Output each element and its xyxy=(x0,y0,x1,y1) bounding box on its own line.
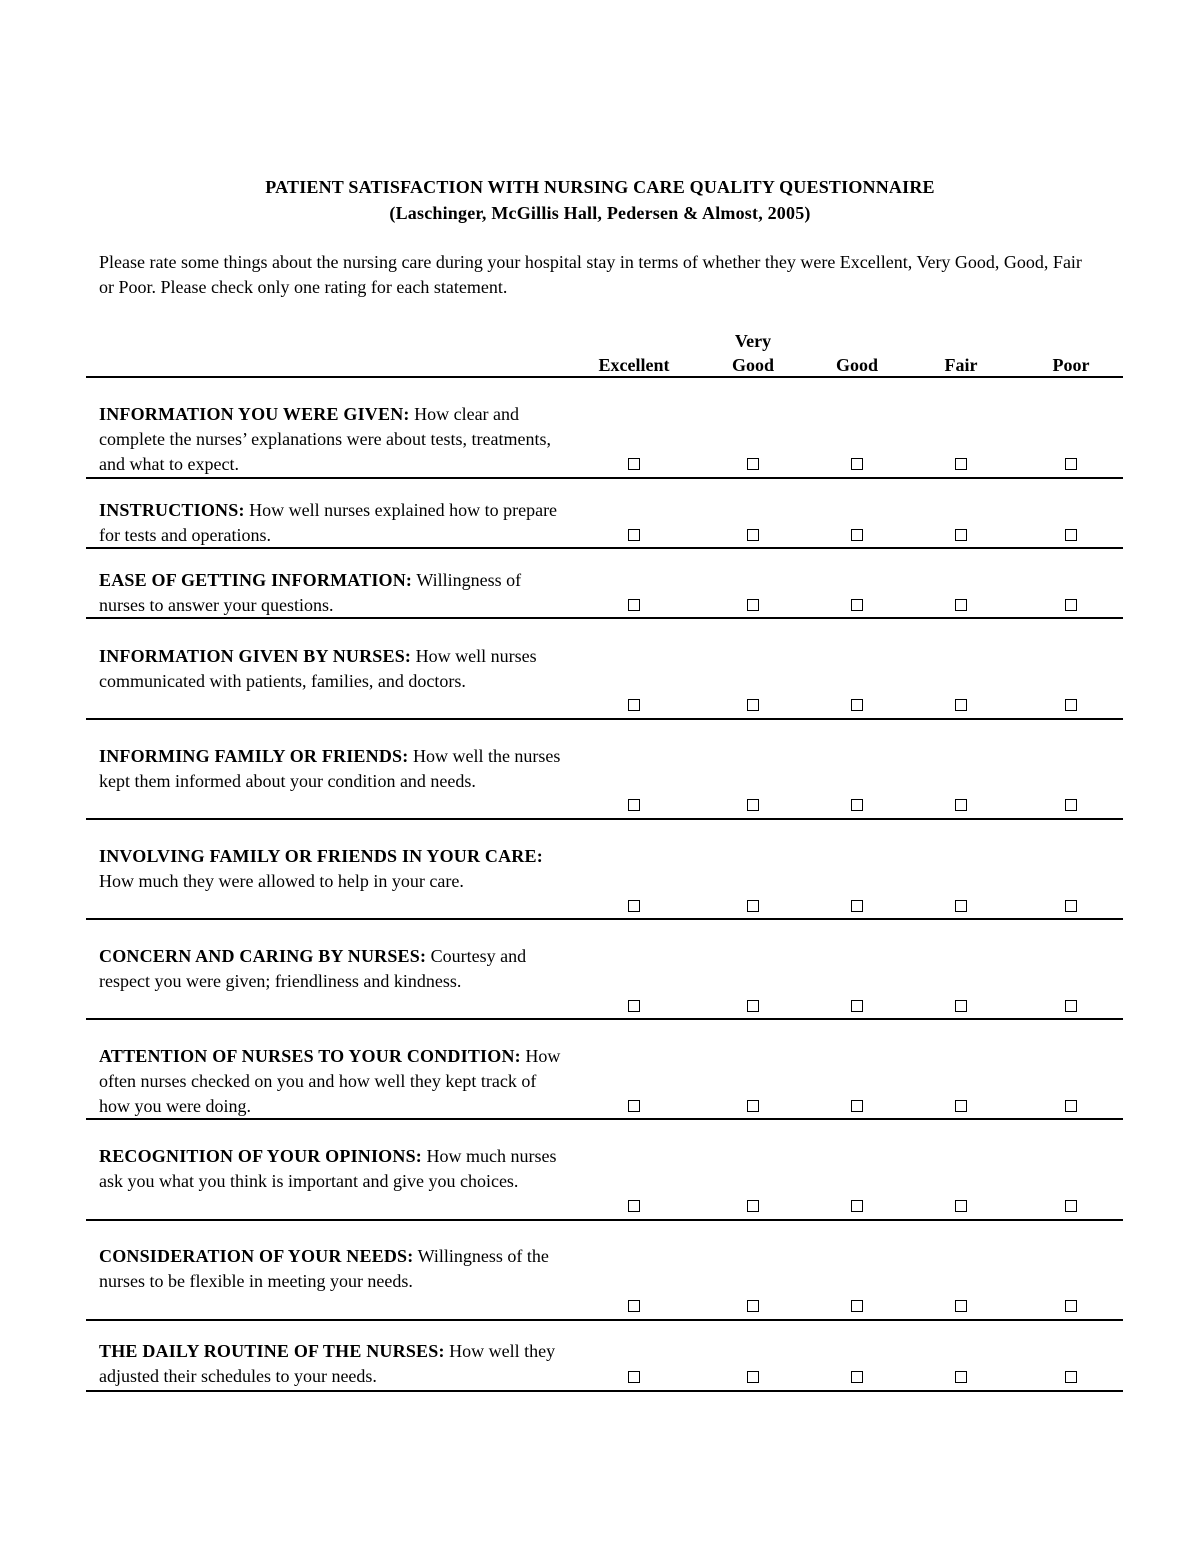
checkbox-good[interactable] xyxy=(851,900,863,912)
row-divider xyxy=(86,547,1123,549)
checkbox-excellent[interactable] xyxy=(628,1300,640,1312)
rating-header-line1: Very xyxy=(734,331,772,351)
statement-6 xyxy=(99,844,569,894)
statement-5 xyxy=(99,744,569,794)
statement-10 xyxy=(99,1244,569,1294)
row-divider xyxy=(86,1390,1123,1392)
row-divider xyxy=(86,918,1123,920)
rating-header-line2: Excellent xyxy=(598,355,670,375)
rating-header-line1 xyxy=(802,329,912,353)
statement-4 xyxy=(99,644,569,694)
checkbox-excellent[interactable] xyxy=(628,699,640,711)
checkbox-fair[interactable] xyxy=(955,529,967,541)
checkbox-very-good[interactable] xyxy=(747,699,759,711)
checkbox-fair[interactable] xyxy=(955,1000,967,1012)
statement-heading: INFORMATION YOU WERE GIVEN: xyxy=(99,404,410,424)
citation: (Laschinger, McGillis Hall, Pedersen & Almost, 2005) xyxy=(389,203,811,223)
rating-header-line1 xyxy=(906,329,1016,353)
statement-heading: INFORMATION GIVEN BY NURSES: xyxy=(99,646,412,666)
checkbox-poor[interactable] xyxy=(1065,1371,1077,1383)
checkbox-good[interactable] xyxy=(851,1200,863,1212)
statement-2 xyxy=(99,498,569,548)
row-divider xyxy=(86,1018,1123,1020)
checkbox-good[interactable] xyxy=(851,799,863,811)
rating-header-poor xyxy=(1016,329,1126,377)
checkbox-poor[interactable] xyxy=(1065,458,1077,470)
checkbox-very-good[interactable] xyxy=(747,900,759,912)
rating-header-line2: Poor xyxy=(1052,355,1090,375)
checkbox-poor[interactable] xyxy=(1065,799,1077,811)
checkbox-poor[interactable] xyxy=(1065,699,1077,711)
checkbox-fair[interactable] xyxy=(955,1300,967,1312)
checkbox-poor[interactable] xyxy=(1065,529,1077,541)
statement-heading: EASE OF GETTING INFORMATION: xyxy=(99,570,413,590)
statement-heading: THE DAILY ROUTINE OF THE NURSES: xyxy=(99,1341,445,1361)
checkbox-very-good[interactable] xyxy=(747,1000,759,1012)
checkbox-fair[interactable] xyxy=(955,599,967,611)
checkbox-good[interactable] xyxy=(851,529,863,541)
checkbox-fair[interactable] xyxy=(955,900,967,912)
row-divider xyxy=(86,617,1123,619)
statement-9 xyxy=(99,1144,569,1194)
row-divider xyxy=(86,1118,1123,1120)
checkbox-very-good[interactable] xyxy=(747,1300,759,1312)
checkbox-good[interactable] xyxy=(851,1300,863,1312)
checkbox-excellent[interactable] xyxy=(628,529,640,541)
checkbox-excellent[interactable] xyxy=(628,1371,640,1383)
checkbox-fair[interactable] xyxy=(955,1200,967,1212)
checkbox-very-good[interactable] xyxy=(747,1371,759,1383)
checkbox-fair[interactable] xyxy=(955,799,967,811)
checkbox-very-good[interactable] xyxy=(747,799,759,811)
row-divider xyxy=(86,718,1123,720)
checkbox-poor[interactable] xyxy=(1065,1000,1077,1012)
checkbox-good[interactable] xyxy=(851,1371,863,1383)
checkbox-very-good[interactable] xyxy=(747,529,759,541)
checkbox-poor[interactable] xyxy=(1065,900,1077,912)
statement-description: How often nurses checked on you and how well they kept track of how you were doing. xyxy=(99,1046,561,1116)
checkbox-poor[interactable] xyxy=(1065,1100,1077,1112)
rating-header-good-very xyxy=(698,329,808,377)
statement-7 xyxy=(99,944,569,994)
checkbox-fair[interactable] xyxy=(955,1371,967,1383)
checkbox-excellent[interactable] xyxy=(628,458,640,470)
checkbox-good[interactable] xyxy=(851,458,863,470)
checkbox-poor[interactable] xyxy=(1065,599,1077,611)
rating-header-line2: Good xyxy=(835,355,878,375)
checkbox-excellent[interactable] xyxy=(628,799,640,811)
statement-description: How well nurses communicated with patients, families, and doctors. xyxy=(99,646,537,691)
rating-header-excellent xyxy=(579,329,689,377)
rating-header-line1 xyxy=(1016,329,1126,353)
row-divider xyxy=(86,1319,1123,1321)
checkbox-good[interactable] xyxy=(851,599,863,611)
row-divider xyxy=(86,818,1123,820)
checkbox-very-good[interactable] xyxy=(747,1200,759,1212)
statement-11 xyxy=(99,1339,569,1389)
statement-description: Willingness of nurses to answer your questions. xyxy=(99,570,522,615)
statement-heading: CONSIDERATION OF YOUR NEEDS: xyxy=(99,1246,414,1266)
row-divider xyxy=(86,477,1123,479)
checkbox-excellent[interactable] xyxy=(628,1100,640,1112)
statement-heading: RECOGNITION OF YOUR OPINIONS: xyxy=(99,1146,422,1166)
header-rule xyxy=(86,376,1123,378)
statement-description: How much nurses ask you what you think is important and give you choices. xyxy=(99,1146,557,1191)
statement-heading: ATTENTION OF NURSES TO YOUR CONDITION: xyxy=(99,1046,521,1066)
rating-header-fair xyxy=(906,329,1016,377)
rating-header-line2: Fair xyxy=(944,355,978,375)
checkbox-poor[interactable] xyxy=(1065,1300,1077,1312)
statement-3 xyxy=(99,568,569,618)
statement-heading: INVOLVING FAMILY OR FRIENDS IN YOUR CARE: xyxy=(99,846,543,866)
statement-heading: INSTRUCTIONS: xyxy=(99,500,245,520)
questionnaire-title: PATIENT SATISFACTION WITH NURSING CARE QUALITY QUESTIONNAIRE xyxy=(265,177,935,197)
checkbox-good[interactable] xyxy=(851,699,863,711)
instructions-text: Please rate some things about the nursing care during your hospital stay in terms of whether they were Excellent, Very Good, Good, Fair or Poor. Please check only one rating for each statement. xyxy=(99,252,1082,297)
rating-header-good xyxy=(802,329,912,377)
rating-header-line1 xyxy=(579,329,689,353)
checkbox-good[interactable] xyxy=(851,1000,863,1012)
checkbox-good[interactable] xyxy=(851,1100,863,1112)
checkbox-excellent[interactable] xyxy=(628,900,640,912)
statement-description: How much they were allowed to help in your care. xyxy=(99,871,464,891)
checkbox-very-good[interactable] xyxy=(747,458,759,470)
checkbox-very-good[interactable] xyxy=(747,1100,759,1112)
checkbox-fair[interactable] xyxy=(955,699,967,711)
statement-description: Courtesy and respect you were given; friendliness and kindness. xyxy=(99,946,527,991)
checkbox-excellent[interactable] xyxy=(628,599,640,611)
statement-description: How well the nurses kept them informed about your condition and needs. xyxy=(99,746,561,791)
statement-heading: INFORMING FAMILY OR FRIENDS: xyxy=(99,746,409,766)
statement-heading: CONCERN AND CARING BY NURSES: xyxy=(99,946,427,966)
statement-1 xyxy=(99,402,569,477)
checkbox-excellent[interactable] xyxy=(628,1000,640,1012)
checkbox-fair[interactable] xyxy=(955,1100,967,1112)
checkbox-excellent[interactable] xyxy=(628,1200,640,1212)
checkbox-very-good[interactable] xyxy=(747,599,759,611)
statement-8 xyxy=(99,1044,569,1119)
rating-header-line2: Good xyxy=(731,355,774,375)
statement-description: How well they adjusted their schedules to your needs. xyxy=(99,1341,556,1386)
statement-description: How clear and complete the nurses’ explanations were about tests, treatments, and what to expect. xyxy=(99,404,552,474)
checkbox-poor[interactable] xyxy=(1065,1200,1077,1212)
statement-description: Willingness of the nurses to be flexible in meeting your needs. xyxy=(99,1246,549,1291)
statement-description: How well nurses explained how to prepare for tests and operations. xyxy=(99,500,558,545)
row-divider xyxy=(86,1219,1123,1221)
checkbox-fair[interactable] xyxy=(955,458,967,470)
